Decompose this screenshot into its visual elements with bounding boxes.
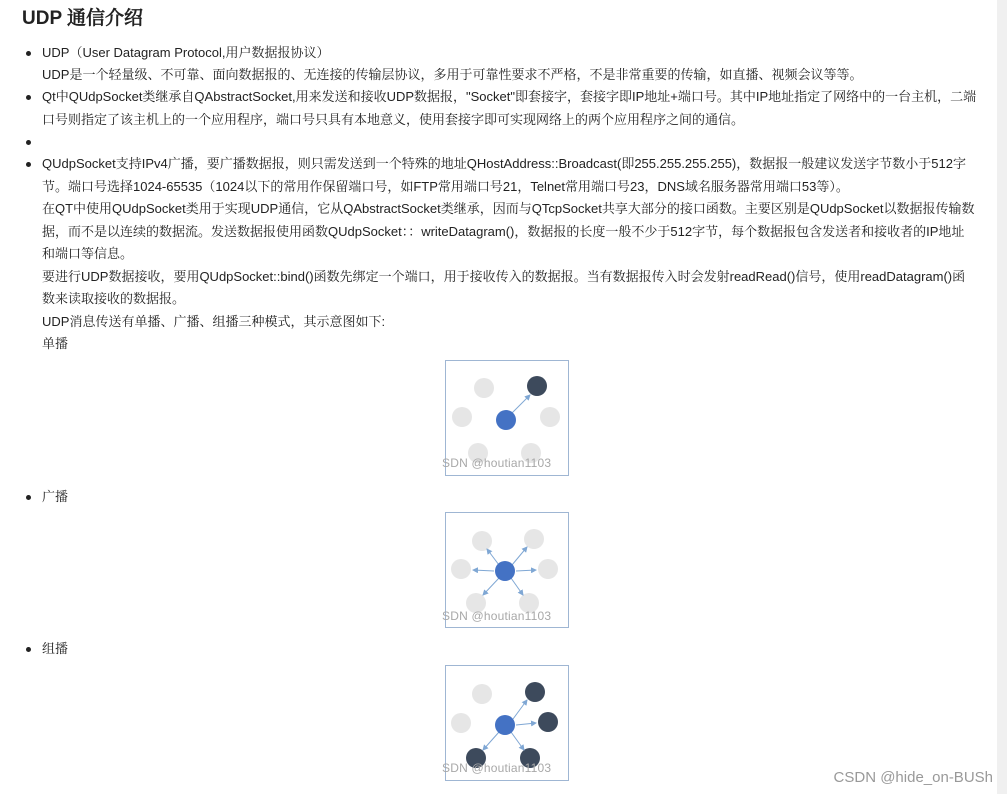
inactive-node — [451, 713, 471, 733]
list-item-qudpsocket — [42, 86, 977, 131]
inactive-node — [452, 407, 472, 427]
figure-watermark: SDN @houtian1103 — [442, 608, 552, 623]
arrow — [516, 723, 536, 725]
arrow — [473, 570, 494, 571]
multicast-diagram — [442, 665, 569, 781]
list-item-empty — [42, 131, 977, 153]
inactive-node — [451, 559, 471, 579]
text-line: 广播 — [42, 488, 69, 504]
text-line: 要进行UDP数据接收，要用QUdpSocket::bind()函数先绑定一个端口，用于接收传入的数据报。当有数据报传入时会发射readRead()信号，使用readDatagram()函数来读取接收的数据报。 — [42, 268, 966, 306]
arrow — [511, 578, 523, 595]
inactive-node — [472, 531, 492, 551]
text-line: UDP（User Datagram Protocol,用户数据报协议） — [42, 45, 330, 60]
inactive-node — [540, 407, 560, 427]
arrow — [513, 700, 527, 719]
footer-watermark: CSDN @hide_on-BUSh — [833, 769, 993, 786]
figure-watermark: SDN @houtian1103 — [442, 456, 552, 470]
text-line: 组播 — [42, 641, 69, 656]
center-node — [495, 561, 515, 581]
arrow — [516, 570, 536, 571]
text-line: Qt中QUdpSocket类继承自QAbstractSocket,用来发送和接收UDP数据报，"Socket"即套接字，套接字即IP地址+端口号。其中IP地址指定了网络中的一台主机，二端口号则指定了该主机上的一个应用程序，端口号只具有本地意义，使用套接字即可实现网络上的两个应用程序之间的通信。 — [42, 89, 977, 127]
arrow — [512, 547, 527, 565]
center-node — [495, 715, 515, 735]
text-line: 在QT中使用QUdpSocket类用于实现UDP通信，它从QAbstractSocket类继承，因而与QTcpSocket共享大部分的接口函数。主要区别是QUdpSocket以数据报传输数据，而不是以连续的数据流。发送数据报使用函数QUdpSocket：：writeDatagram()，数据报的长度一般不少于512字节，每个数据报包含发送者和接收者的IP地址和端口等信息。 — [42, 201, 975, 261]
text-line: 单播 — [42, 336, 69, 351]
active-node — [527, 376, 547, 396]
center-node — [496, 410, 516, 430]
active-node — [525, 682, 545, 702]
page-title: UDP 通信介绍 — [22, 8, 144, 29]
inactive-node — [524, 529, 544, 549]
article — [22, 6, 977, 791]
inactive-node — [474, 378, 494, 398]
arrow — [487, 549, 499, 565]
bullet-list — [22, 42, 977, 781]
list-item-multicast — [42, 638, 977, 781]
arrow — [511, 732, 524, 750]
arrow — [512, 395, 530, 413]
inactive-node — [538, 559, 558, 579]
broadcast-diagram — [442, 512, 569, 628]
list-item-udp-intro — [42, 42, 977, 86]
figure-watermark: SDN @houtian1103 — [442, 761, 552, 775]
list-item-broadcast — [42, 486, 977, 629]
scrollbar-track[interactable] — [997, 0, 1007, 794]
text-line: UDP是一个轻量级、不可靠、面向数据报的、无连接的传输层协议，多用于可靠性要求不严格，不是非常重要的传输，如直播、视频会议等等。 — [42, 67, 863, 82]
unicast-diagram — [442, 360, 569, 476]
text-line: QUdpSocket支持IPv4广播，要广播数据报，则只需发送到一个特殊的地址QHostAddress::Broadcast(即255.255.255.255)，数据报一般建议发送字节数小于512字节。端口号选择1024-65535（1024以下的常用作保留端口号，如FTP常用端口号21，Telnet常用端口号23，DNS域名服务器常用端口53等）。 — [42, 156, 966, 194]
arrow — [483, 732, 499, 750]
inactive-node — [472, 684, 492, 704]
active-node — [538, 712, 558, 732]
arrow — [483, 578, 499, 595]
list-item-broadcast-detail — [42, 153, 977, 476]
text-line: UDP消息传送有单播、广播、组播三种模式，其示意图如下: — [42, 313, 386, 329]
